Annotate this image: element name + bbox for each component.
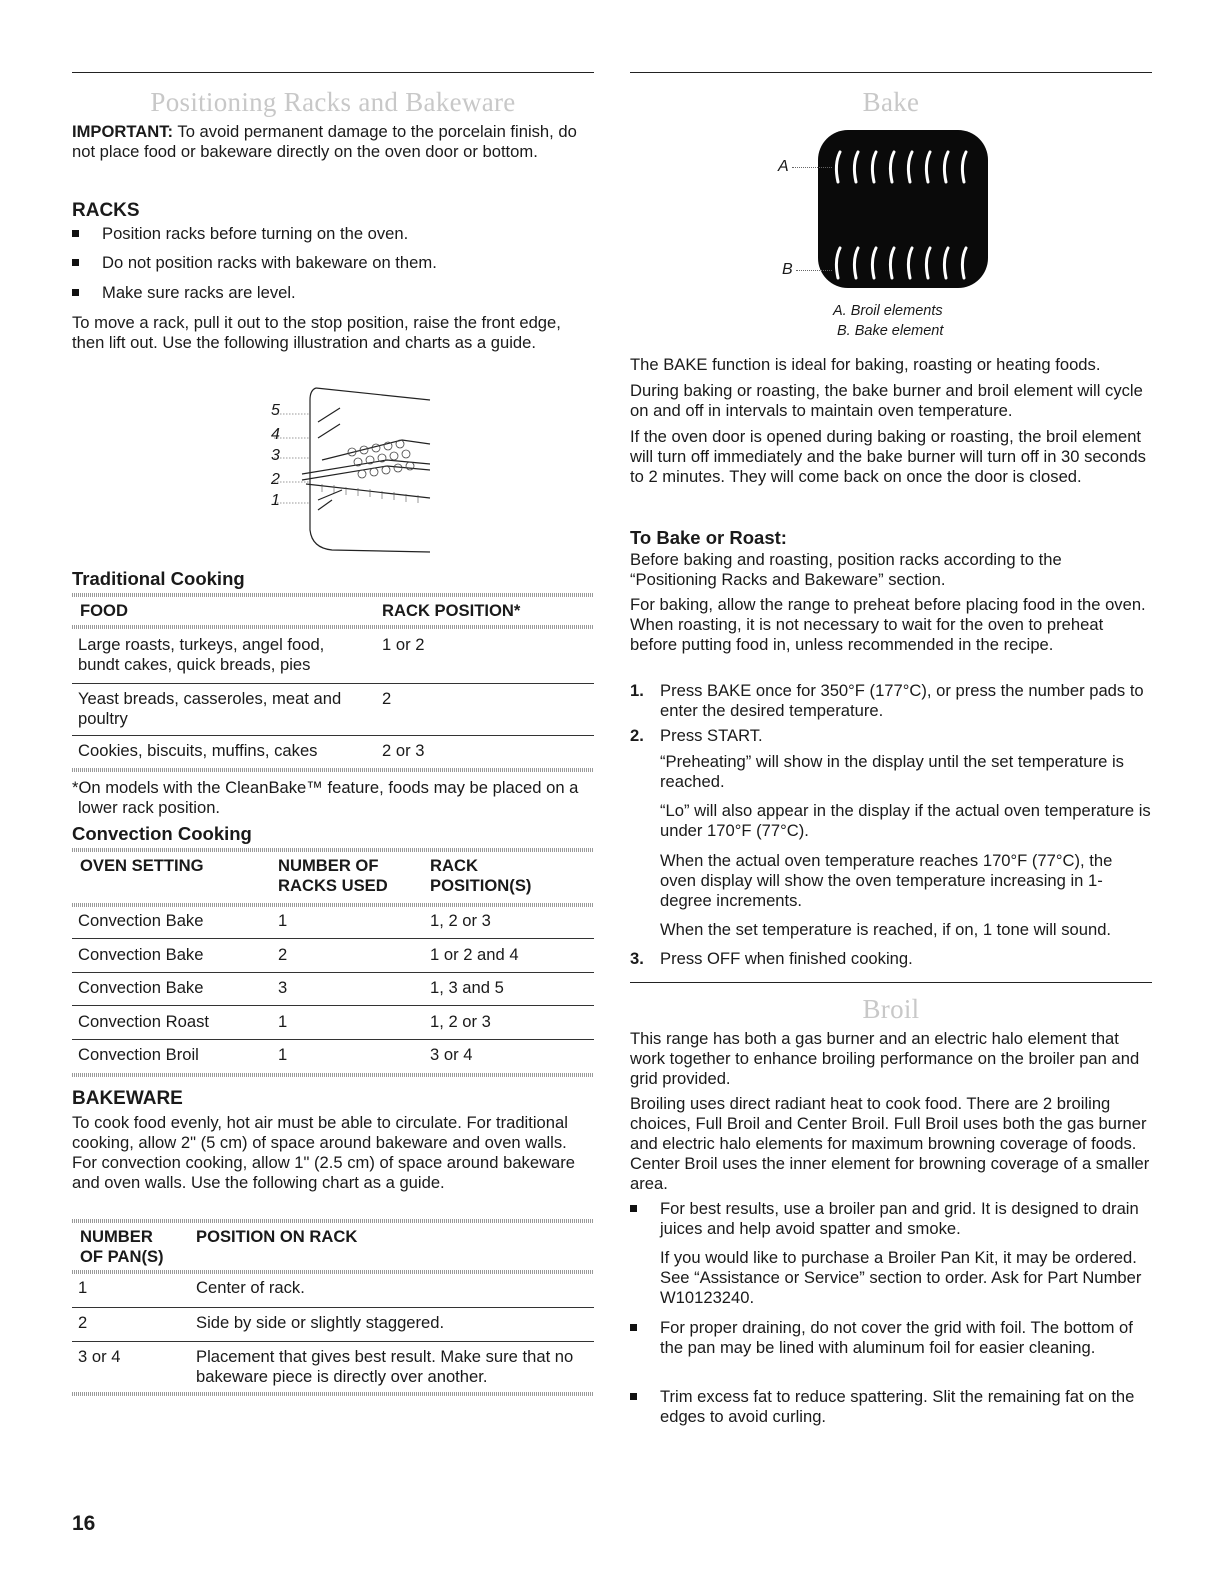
section-rule [630, 982, 1152, 983]
table-rule [72, 1219, 594, 1223]
traditional-cooking-heading: Traditional Cooking [72, 568, 245, 589]
table-header: NUMBER OF RACKS USED [278, 856, 388, 895]
table-cell: 3 [278, 978, 288, 997]
table-cell: Placement that gives best result. Make sure that no bakeware piece is directly over another. [196, 1347, 574, 1386]
broil-paragraph: This range has both a gas burner and an electric halo element that work together to enhance broiling performance on the broiler pan and grid provided. [630, 1029, 1140, 1088]
section-title-positioning: Positioning Racks and Bakeware [150, 87, 516, 117]
table-header: POSITION ON RACK [196, 1227, 358, 1246]
table-cell: 1 or 2 and 4 [430, 945, 519, 964]
table-cell: 1 [78, 1278, 88, 1297]
table-cell: Convection Broil [78, 1045, 199, 1064]
table-cell: 2 or 3 [382, 741, 425, 760]
table-cell: Convection Bake [78, 911, 204, 930]
rack-label: 4 [271, 426, 280, 443]
table-cell: Convection Bake [78, 978, 204, 997]
broil-bullet: For proper draining, do not cover the grid with foil. The bottom of the pan may be lined with aluminum foil for easier cleaning. [630, 1318, 1152, 1358]
diagram-label-a: A [778, 158, 789, 175]
racks-bullet: Do not position racks with bakeware on them. [72, 253, 594, 273]
table-header: NUMBER OF PAN(S) [80, 1227, 164, 1266]
bake-paragraph: If the oven door is opened during baking or roasting, the broil element will turn off immediately and the bake burner will turn off in 30 seconds to 2 minutes. They will come back on once the door is closed. [630, 427, 1146, 486]
broil-kit-note: If you would like to purchase a Broiler Pan Kit, it may be ordered. See “Assistance or Service” section to order. Ask for Part Number W10123240. [660, 1248, 1142, 1307]
table-cell: 2 [78, 1313, 88, 1332]
section-rule [72, 72, 594, 73]
table-cell: 2 [382, 689, 392, 708]
table-cell: 1, 2 or 3 [430, 911, 491, 930]
table-cell: 1 [278, 1012, 288, 1031]
caption-broil-elements: A. Broil elements [833, 303, 943, 319]
racks-bullet: Position racks before turning on the oven. [72, 224, 594, 244]
broil-paragraph: Broiling uses direct radiant heat to cook food. There are 2 broiling choices, Full Broil and Center Broil. Full Broil uses both the gas burner and electric halo elements for maximum browning coverage of foods. Center Broil uses the inner element for browning coverage of a smaller area. [630, 1094, 1150, 1193]
table-row-divider [72, 1039, 594, 1040]
broil-bullet: For best results, use a broiler pan and grid. It is designed to drain juices and help avoid spatter and smoke. [630, 1199, 1152, 1239]
table-rule [72, 1392, 594, 1396]
step-item: 3. Press OFF when finished cooking. [630, 949, 913, 968]
rack-label: 1 [271, 492, 280, 509]
cleanbake-note: *On models with the CleanBake™ feature, foods may be placed on a lower rack position. [72, 778, 579, 817]
table-rule [72, 1073, 594, 1077]
rack-label: 3 [271, 447, 280, 464]
important-text: To avoid permanent damage to the porcelain finish, do not place food or bakeware directly on the oven door or bottom. [72, 122, 577, 161]
oven-elements-diagram [818, 130, 988, 288]
move-rack-paragraph: To move a rack, pull it out to the stop position, raise the front edge, then lift out. Use the following illustration and charts as a guide. [72, 313, 561, 352]
diagram-label-b: B [782, 261, 793, 278]
table-rule [72, 1270, 594, 1274]
section-rule [630, 72, 1152, 73]
table-row-divider [72, 683, 594, 684]
step-note: When the actual oven temperature reaches 170°F (77°C), the oven display will show the oven temperature increasing in 1-degree increments. [660, 851, 1113, 910]
rack-label: 2 [271, 471, 280, 488]
table-row-divider [72, 1005, 594, 1006]
convection-cooking-heading: Convection Cooking [72, 823, 252, 844]
step-item: 2. Press START. [630, 726, 763, 745]
table-header: RACK POSITION* [382, 601, 521, 620]
step-item: 1. Press BAKE once for 350°F (177°C), or press the number pads to enter the desired temperature. [630, 681, 1144, 720]
table-cell: Large roasts, turkeys, angel food, bundt cakes, quick breads, pies [78, 635, 325, 674]
rack-illustration [262, 380, 442, 555]
step-note: “Lo” will also appear in the display if the actual oven temperature is under 170°F (77°C). [660, 801, 1151, 840]
table-row-divider [72, 735, 594, 736]
important-paragraph [72, 122, 594, 162]
bake-paragraph: Before baking and roasting, position racks according to the “Positioning Racks and Bakeware” section. [630, 550, 1062, 589]
bake-paragraph: The BAKE function is ideal for baking, roasting or heating foods. [630, 355, 1101, 374]
table-row-divider [72, 1307, 594, 1308]
table-row-divider [72, 972, 594, 973]
table-cell: Convection Roast [78, 1012, 209, 1031]
table-cell: 1 or 2 [382, 635, 425, 654]
table-rule [72, 593, 594, 597]
caption-bake-element: B. Bake element [837, 323, 944, 339]
table-cell: 3 or 4 [430, 1045, 473, 1064]
racks-bullet: Make sure racks are level. [72, 283, 594, 303]
bakeware-paragraph: To cook food evenly, hot air must be able to circulate. For traditional cooking, allow 2" (5 cm) of space around bakeware and oven walls. For convection cooking, allow 1" (2.5 cm) of space around bakeware and oven walls. Use the following chart as a guide. [72, 1113, 576, 1192]
table-cell: Convection Bake [78, 945, 204, 964]
table-rule [72, 768, 594, 772]
leader-line [792, 167, 832, 168]
table-cell: Side by side or slightly staggered. [196, 1313, 445, 1332]
bake-paragraph: During baking or roasting, the bake burner and broil element will cycle on and off in intervals to maintain oven temperature. [630, 381, 1143, 420]
important-label: IMPORTANT: [72, 122, 174, 141]
table-row-divider [72, 938, 594, 939]
table-header: OVEN SETTING [80, 856, 204, 875]
table-header: FOOD [80, 601, 128, 620]
table-cell: Center of rack. [196, 1278, 305, 1297]
table-header: RACK POSITION(S) [430, 856, 532, 895]
table-cell: 1, 2 or 3 [430, 1012, 491, 1031]
table-rule [72, 903, 594, 907]
page-number: 16 [72, 1512, 96, 1535]
table-row-divider [72, 1341, 594, 1342]
table-rule [72, 848, 594, 852]
table-cell: 3 or 4 [78, 1347, 121, 1366]
table-cell: 1 [278, 1045, 288, 1064]
to-bake-heading: To Bake or Roast: [630, 527, 787, 548]
broil-bullet: Trim excess fat to reduce spattering. Slit the remaining fat on the edges to avoid curling. [630, 1387, 1152, 1427]
bakeware-heading: BAKEWARE [72, 1088, 183, 1109]
table-cell: Cookies, biscuits, muffins, cakes [78, 741, 318, 760]
bake-paragraph: For baking, allow the range to preheat before placing food in the oven. When roasting, it is not necessary to wait for the oven to preheat before putting food in, unless recommended in the recipe. [630, 595, 1146, 654]
table-cell: 1 [278, 911, 288, 930]
step-note: “Preheating” will show in the display until the set temperature is reached. [660, 752, 1124, 791]
leader-line [796, 270, 832, 271]
heating-coils [818, 130, 988, 288]
table-cell: 1, 3 and 5 [430, 978, 504, 997]
racks-heading: RACKS [72, 200, 140, 221]
table-cell: Yeast breads, casseroles, meat and poultry [78, 689, 342, 728]
section-title-broil: Broil [862, 994, 920, 1024]
table-rule [72, 625, 594, 629]
section-title-bake: Bake [862, 87, 920, 117]
table-cell: 2 [278, 945, 288, 964]
rack-label: 5 [271, 402, 280, 419]
step-note: When the set temperature is reached, if on, 1 tone will sound. [660, 920, 1112, 939]
